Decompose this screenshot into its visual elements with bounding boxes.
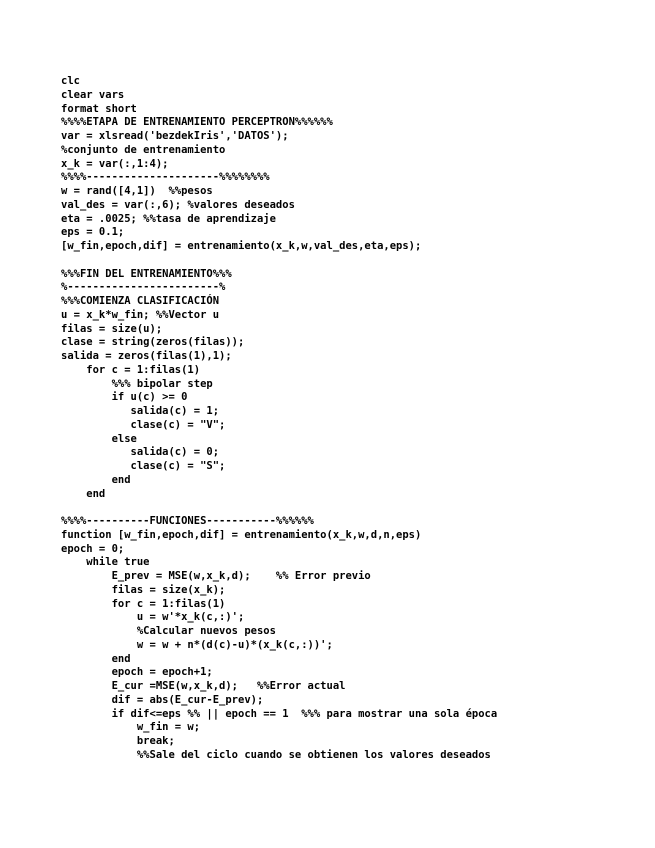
code-line: for c = 1:filas(1) [61, 363, 201, 376]
code-line: %%% bipolar step [61, 377, 213, 390]
code-line: val_des = var(:,6); %valores deseados [61, 198, 295, 211]
code-line: %%%%ETAPA DE ENTRENAMIENTO PERCEPTRON%%%%%% [61, 116, 333, 129]
code-line: end [61, 652, 131, 665]
code-line: u = x_k*w_fin; %%Vector u [61, 308, 220, 321]
code-line: w_fin = w; [61, 721, 201, 734]
code-line: eps = 0.1; [61, 226, 125, 239]
code-line: format short [61, 102, 137, 115]
code-line: if u(c) >= 0 [61, 391, 188, 404]
code-line: w = w + n*(d(c)-u)*(x_k(c,:))'; [61, 638, 333, 651]
code-listing [61, 75, 497, 763]
code-line: clase(c) = "V"; [61, 418, 226, 431]
code-line: clase = string(zeros(filas)); [61, 336, 245, 349]
code-line: epoch = 0; [61, 542, 125, 555]
code-line: filas = size(u); [61, 322, 163, 335]
code-line: eta = .0025; %%tasa de aprendizaje [61, 212, 276, 225]
code-line: salida(c) = 1; [61, 405, 220, 417]
blank-line [61, 254, 497, 268]
code-line: salida = zeros(filas(1),1); [61, 350, 232, 362]
code-line: filas = size(x_k); [61, 583, 226, 596]
code-line: epoch = epoch+1; [61, 666, 213, 679]
code-line: dif = abs(E_cur-E_prev); [61, 693, 264, 706]
code-line: E_cur =MSE(w,x_k,d); %%Error actual [61, 680, 346, 692]
code-line: salida(c) = 0; [61, 446, 220, 459]
code-line: %------------------------% [61, 281, 226, 294]
code-line: [w_fin,epoch,dif] = entrenamiento(x_k,w,val_des,eta,eps); [61, 240, 422, 252]
code-line: var = xlsread('bezdekIris','DATOS'); [61, 130, 289, 142]
code-line: x_k = var(:,1:4); [61, 157, 169, 170]
code-line: function [w_fin,epoch,dif] = entrenamiento(x_k,w,d,n,eps) [61, 528, 422, 541]
code-line: E_prev = MSE(w,x_k,d); %% Error previo [61, 570, 371, 582]
code-line: %%Sale del ciclo cuando se obtienen los valores deseados [61, 748, 491, 761]
blank-line [61, 501, 497, 515]
code-line: %conjunto de entrenamiento [61, 143, 226, 156]
code-line: else [61, 432, 137, 445]
code-line: while true [61, 556, 150, 569]
code-line: break; [61, 735, 175, 747]
code-line: clase(c) = "S"; [61, 460, 226, 472]
code-line: %%%FIN DEL ENTRENAMIENTO%%% [61, 267, 232, 280]
code-line: end [61, 487, 106, 500]
code-line: %%%COMIENZA CLASIFICACIÓN [61, 295, 220, 307]
code-line: if dif<=eps %% || epoch == 1 %%% para mostrar una sola época [61, 707, 498, 720]
code-line: %%%%---------------------%%%%%%%% [61, 171, 270, 184]
code-line: %%%%----------FUNCIONES-----------%%%%%% [61, 515, 314, 527]
code-line: w = rand([4,1]) %%pesos [61, 185, 213, 197]
code-line: for c = 1:filas(1) [61, 597, 226, 610]
code-line: clear vars [61, 88, 125, 101]
code-line: u = w'*x_k(c,:)'; [61, 611, 245, 624]
code-line: %Calcular nuevos pesos [61, 625, 276, 637]
code-line: end [61, 473, 131, 486]
code-line: clc [61, 75, 80, 87]
